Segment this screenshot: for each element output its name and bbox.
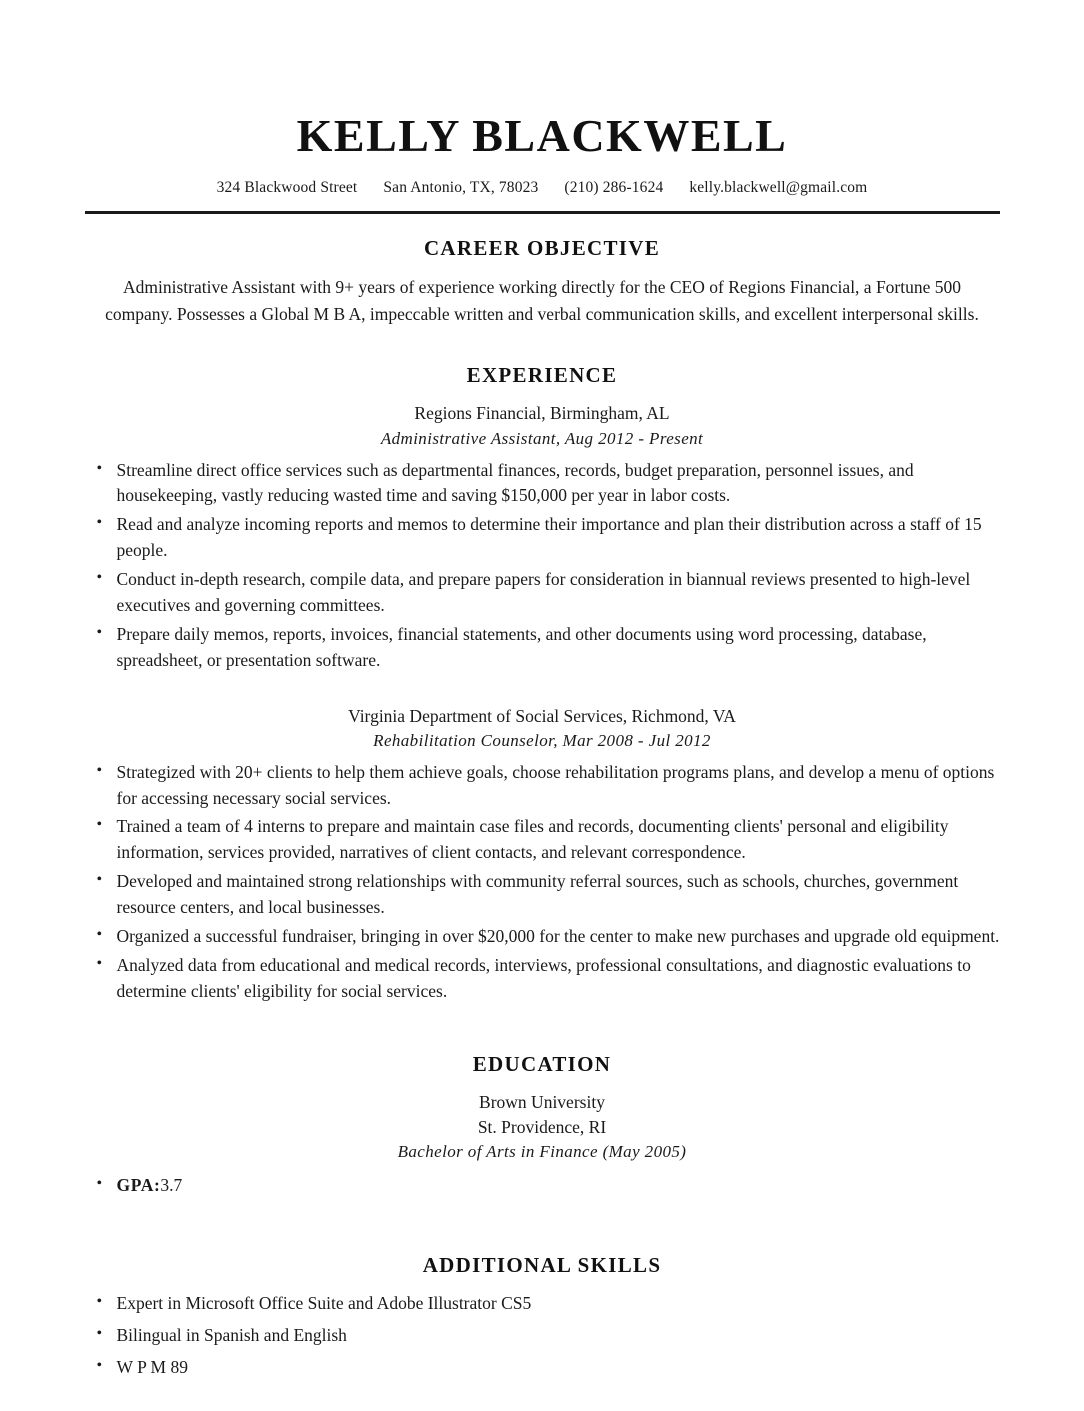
list-item: • Organized a successful fundraiser, bringing in over $20,000 for the center to make new purchases and upgrade old equipment. [85, 924, 1000, 950]
resume-header [0, 0, 1084, 197]
list-item: • Expert in Microsoft Office Suite and Adobe Illustrator CS5 [85, 1291, 1000, 1317]
job-bullet-list [85, 458, 1000, 674]
education-location: St. Providence, RI [477, 1117, 607, 1138]
gpa-label: GPA: [116, 1175, 161, 1196]
gpa-value: 3.7 [160, 1175, 183, 1196]
skills-list [85, 1291, 1000, 1381]
contact-line [0, 179, 1084, 197]
education-degree: Bachelor of Arts in Finance (May 2005) [397, 1142, 687, 1162]
list-item: • Trained a team of 4 interns to prepare and maintain case files and records, documenting clients' personal and eligibility information, services provided, narratives of client contacts, and relevant correspondence. [85, 814, 1000, 866]
candidate-name: KELLY BLACKWELL [296, 110, 788, 161]
list-item: • Developed and maintained strong relationships with community referral sources, such as schools, churches, government resource centers, and local businesses. [85, 869, 1000, 921]
contact-item: 324 Blackwood Street [216, 179, 358, 197]
section-additional-skills [85, 1205, 1000, 1381]
section-title-education: EDUCATION [472, 1051, 612, 1076]
job-organization: Regions Financial, Birmingham, AL [414, 403, 670, 424]
section-title-experience: EXPERIENCE [466, 363, 618, 388]
experience-job-list [85, 401, 1000, 1004]
career-objective-text: Administrative Assistant with 9+ years of experience working directly for the CEO of Regions Financial, a Fortune 500 company. Possesses a Global M B A, impeccable written and verbal communication skills, and excellent interpersonal skills. [105, 277, 979, 324]
list-item: • Bilingual in Spanish and English [85, 1323, 1000, 1349]
list-item: • Streamline direct office services such as departmental finances, records, budget preparation, personnel issues, and housekeeping, vastly reducing wasted time and saving $150,000 per year in labor costs. [85, 458, 1000, 510]
section-experience [85, 327, 1000, 1004]
job-title-and-dates: Administrative Assistant, Aug 2012 - Present [380, 428, 704, 448]
education-school: Brown University [479, 1091, 605, 1112]
contact-item: (210) 286-1624 [564, 179, 664, 197]
list-item: • Conduct in-depth research, compile data, and prepare papers for consideration in biannual reviews presented to high-level executives and governing committees. [85, 567, 1000, 619]
list-item: • Strategized with 20+ clients to help them achieve goals, choose rehabilitation programs plans, and develop a menu of options for accessing necessary social services. [85, 760, 1000, 812]
list-item-gpa [85, 1173, 1000, 1199]
experience-job [85, 401, 1000, 673]
job-title-and-dates: Rehabilitation Counselor, Mar 2008 - Jul 2012 [373, 731, 711, 750]
section-title-additional-skills: ADDITIONAL SKILLS [422, 1252, 662, 1277]
contact-item: kelly.blackwell@gmail.com [689, 179, 868, 197]
section-education [85, 1008, 1000, 1199]
experience-job [85, 704, 1000, 1005]
list-item: • W P M 89 [85, 1355, 1000, 1381]
section-title-career-objective: CAREER OBJECTIVE [423, 236, 661, 261]
list-item: • Prepare daily memos, reports, invoices, financial statements, and other documents using word processing, database, spreadsheet, or presentation software. [85, 622, 1000, 674]
education-details-list [85, 1173, 1000, 1199]
job-organization: Virginia Department of Social Services, Richmond, VA [348, 705, 736, 726]
job-bullet-list [85, 760, 1000, 1005]
section-career-objective [85, 214, 1000, 327]
contact-item: San Antonio, TX, 78023 [383, 179, 539, 197]
list-item: • Analyzed data from educational and medical records, interviews, professional consultations, and diagnostic evaluations to determine clients' eligibility for social services. [85, 953, 1000, 1005]
list-item: • Read and analyze incoming reports and memos to determine their importance and plan their distribution across a staff of 15 people. [85, 512, 1000, 564]
